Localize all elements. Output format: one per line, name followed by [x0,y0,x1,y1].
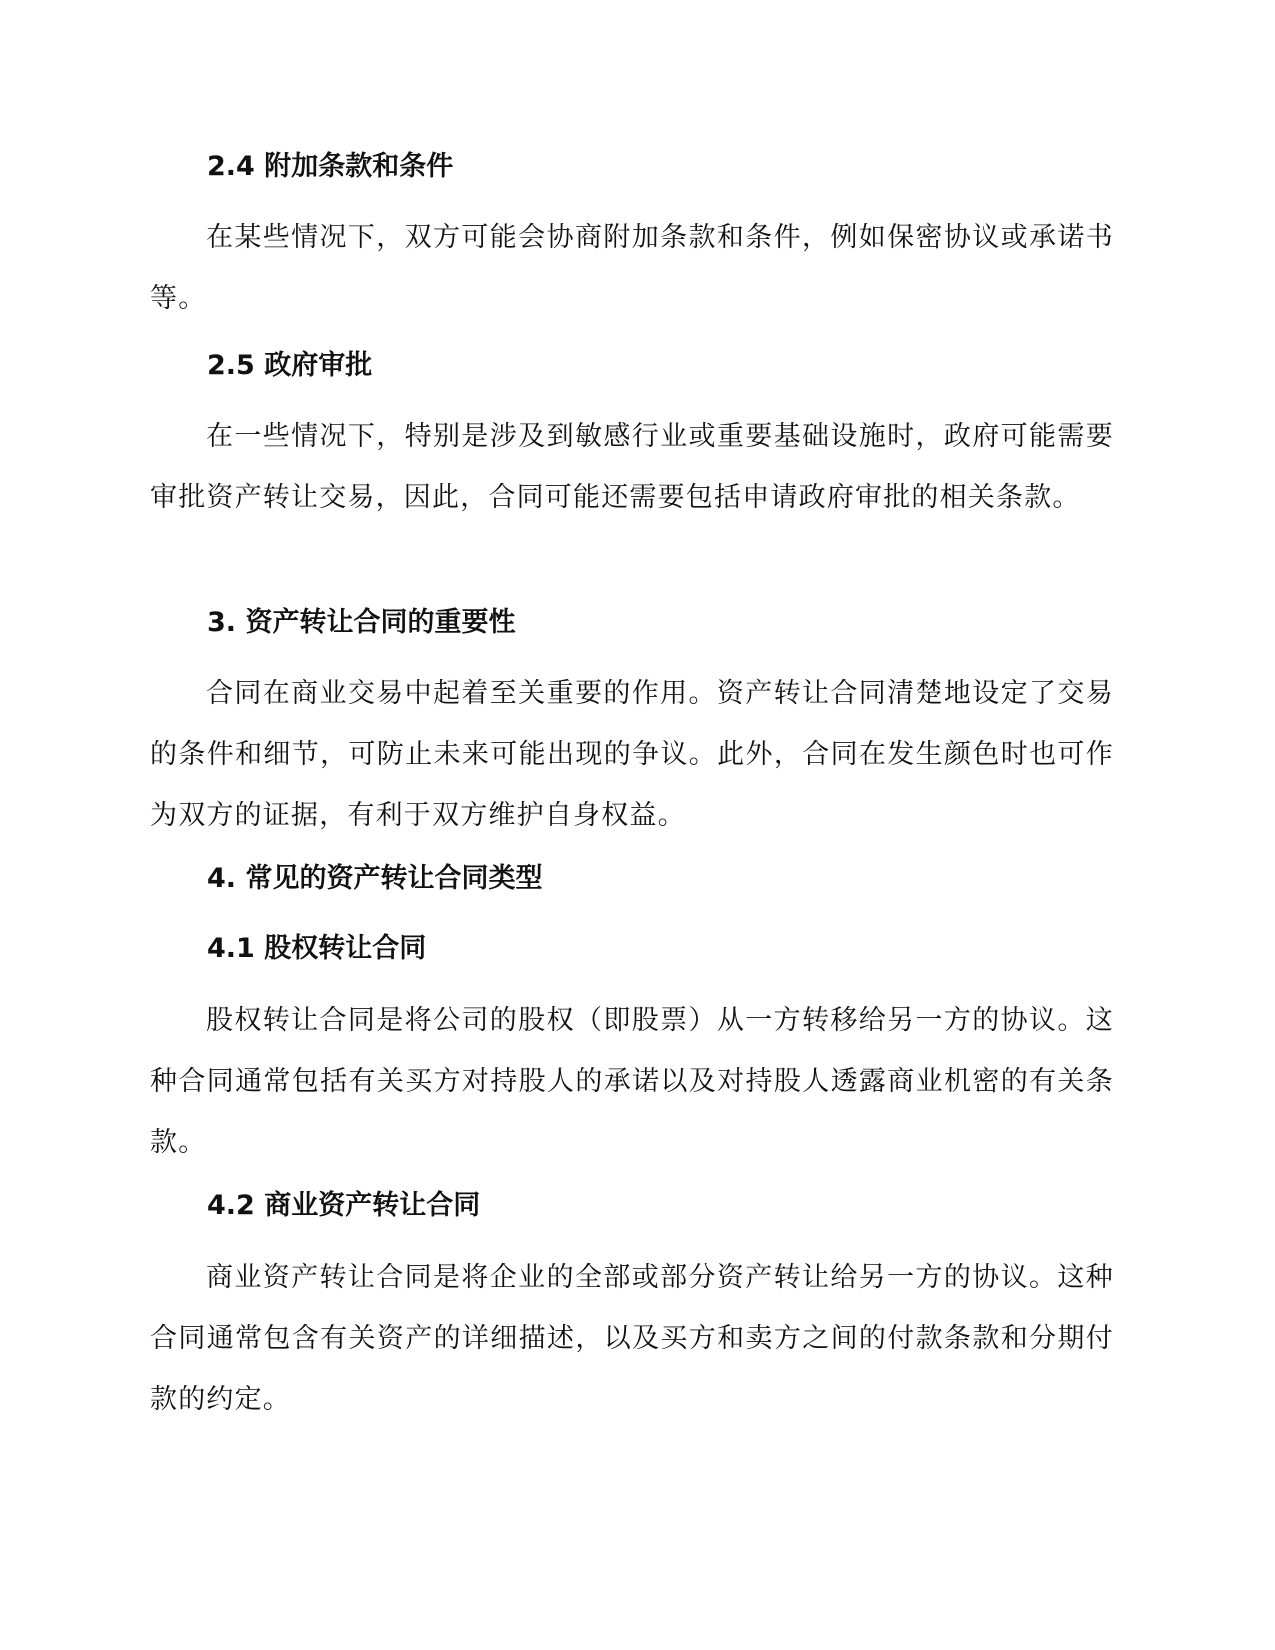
section-heading-4-2: 4.2 商业资产转让合同 [207,1190,481,1221]
section-paragraph-2-4: 在某些情况下，双方可能会协商附加条款和条件，例如保密协议或承诺书等。 [150,222,1114,314]
section-heading-2-5: 2.5 政府审批 [207,350,373,381]
section-paragraph-4-1: 股权转让合同是将公司的股权（即股票）从一方转移给另一方的协议。这种合同通常包括有关买方对持股人的承诺以及对持股人透露商业机密的有关条款。 [150,1005,1114,1158]
section-paragraph-4-2: 商业资产转让合同是将企业的全部或部分资产转让给另一方的协议。这种合同通常包含有关资产的详细描述，以及买方和卖方之间的付款条款和分期付款的约定。 [150,1262,1114,1415]
section-heading-3: 3. 资产转让合同的重要性 [207,607,516,638]
section-heading-4: 4. 常见的资产转让合同类型 [207,863,543,894]
section-heading-4-1: 4.1 股权转让合同 [207,933,427,964]
section-heading-2-4: 2.4 附加条款和条件 [207,151,454,182]
section-paragraph-3: 合同在商业交易中起着至关重要的作用。资产转让合同清楚地设定了交易的条件和细节，可防止未来可能出现的争议。此外，合同在发生颜色时也可作为双方的证据，有利于双方维护自身权益。 [150,678,1114,831]
section-paragraph-2-5: 在一些情况下，特别是涉及到敏感行业或重要基础设施时，政府可能需要审批资产转让交易，因此，合同可能还需要包括申请政府审批的相关条款。 [150,421,1114,513]
